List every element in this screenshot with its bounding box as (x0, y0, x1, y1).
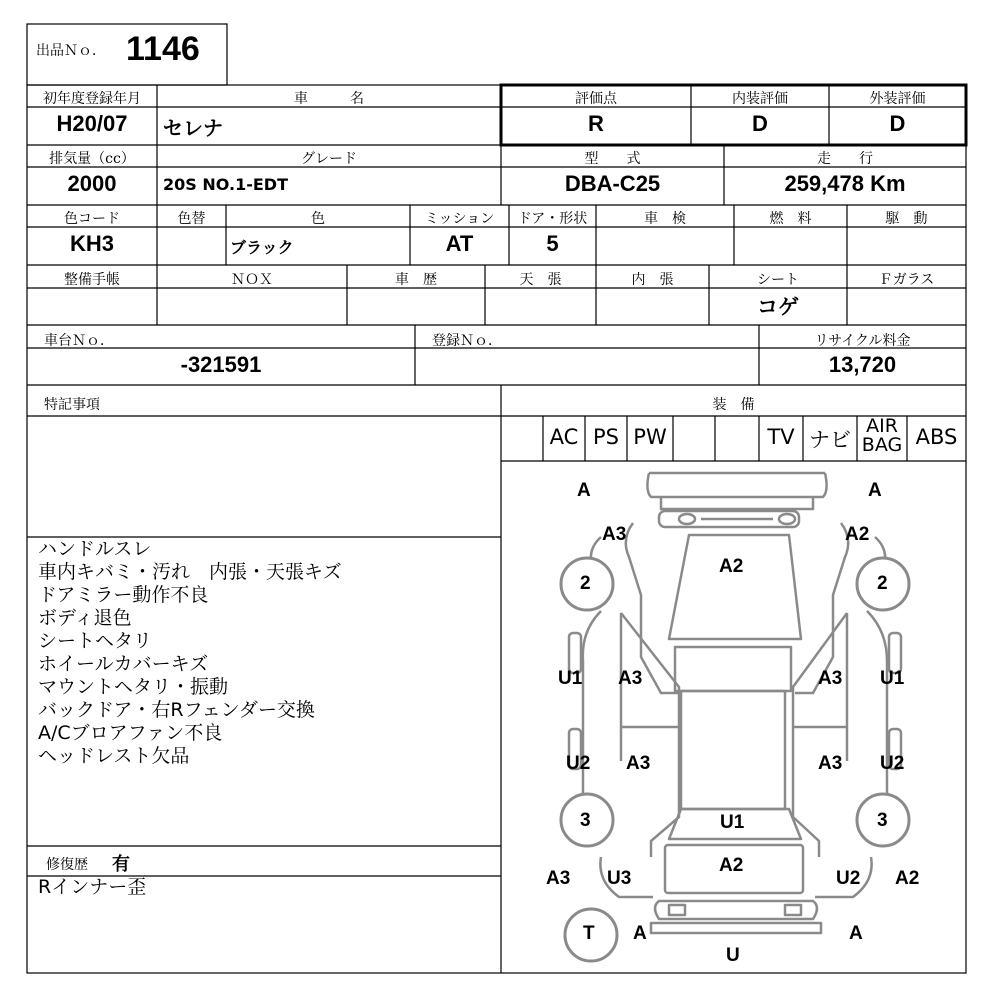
drive-label: 駆 動 (885, 211, 928, 227)
repair-label: 修復歴 (46, 857, 88, 873)
mark-tire-fl: 2 (580, 573, 591, 594)
mark-door-rl: A3 (626, 753, 651, 774)
color-value: ブラック (230, 238, 294, 257)
note-line: A/Cブロアファン不良 (38, 722, 223, 744)
registration-label: 登録Ｎｏ． (432, 333, 502, 349)
mark-rocker-left: U1 (558, 668, 583, 689)
chassis-value: -321591 (180, 352, 262, 377)
equip-airbag: AIR BAG (861, 415, 903, 456)
score-value: R (588, 111, 604, 136)
color-label: 色 (311, 211, 325, 227)
note-line: バックドア・右Rフェンダー交換 (38, 699, 315, 721)
ceiling-label: 天 張 (519, 272, 562, 288)
interior-value: D (752, 111, 768, 136)
color-change-label: 色替 (177, 211, 206, 227)
history-label: 車 歴 (395, 272, 437, 288)
equip-pw: PW (633, 425, 667, 449)
mark-quarter-rl: U3 (607, 868, 632, 889)
repair-value: 有 (112, 854, 130, 875)
recycle-label: リサイクル料金 (814, 333, 911, 349)
door-value: 5 (546, 231, 559, 256)
exterior-label: 外装評価 (869, 91, 926, 107)
equip-abs: ABS (915, 425, 958, 449)
mission-label: ミッション (424, 211, 495, 227)
chassis-label: 車台Ｎｏ． (44, 333, 114, 349)
mark-quarter-rr: U2 (836, 868, 861, 889)
mark-fender-fl: A3 (602, 524, 627, 545)
color-code-value: KH3 (69, 231, 114, 256)
mark-spare: T (583, 923, 595, 944)
mark-rocker-left-rear: U2 (566, 753, 591, 774)
note-line: マウントヘタリ・振動 (38, 676, 229, 698)
first-reg-label: 初年度登録年月 (43, 91, 141, 107)
lot-number: 1146 (126, 30, 200, 68)
mileage-label: 走 行 (817, 151, 873, 167)
score-label: 評価点 (575, 91, 617, 107)
equipment-label: 装 備 (712, 397, 755, 413)
seat-value: コゲ (757, 295, 799, 319)
interior-label: 内装評価 (732, 91, 788, 107)
note-line: 車内キバミ・汚れ 内張・天張キズ (38, 561, 342, 583)
recycle-value: 13,720 (828, 352, 897, 377)
note-line: ヘッドレスト欠品 (38, 745, 190, 767)
note-line: ハンドルスレ (38, 538, 152, 560)
inspection-label: 車 検 (644, 211, 686, 227)
note-line: シートヘタリ (38, 630, 153, 652)
model-label: 型 式 (584, 151, 641, 167)
equip-ps: PS (593, 425, 619, 449)
color-code-label: 色コード (64, 211, 120, 227)
displacement-label: 排気量（cc） (49, 151, 135, 167)
note-line: ホイールカバーキズ (38, 653, 209, 675)
notes-list (38, 538, 342, 768)
mark-rear-left: A (633, 923, 647, 944)
mark-door-fr: A3 (818, 668, 843, 689)
mark-bumper-rear: U (726, 945, 740, 966)
fuel-label: 燃 料 (769, 211, 812, 227)
car-name-value: セレナ (163, 116, 223, 140)
repair-note: Rインナー歪 (38, 876, 147, 898)
mark-front-left: A (577, 480, 591, 501)
mark-backdoor: A2 (719, 855, 744, 876)
mark-fender-fr: A2 (845, 524, 870, 545)
displacement-value: 2000 (67, 171, 117, 196)
door-label: ドア・形状 (517, 211, 588, 227)
grade-label: グレード (301, 151, 357, 167)
exterior-value: D (889, 111, 906, 136)
maintenance-label: 整備手帳 (64, 272, 120, 288)
mark-door-rr: A3 (818, 753, 843, 774)
inner-label: 内 張 (631, 272, 674, 288)
mark-tire-fr: 2 (877, 573, 888, 594)
equip-ac: AC (549, 425, 579, 449)
mark-quarter-rl-outer: A3 (546, 868, 571, 889)
lot-label: 出品Ｎｏ． (36, 43, 106, 59)
car-name-label: 車 名 (294, 91, 364, 107)
mark-front-right: A (868, 480, 882, 501)
notes-label: 特記事項 (44, 397, 100, 413)
mark-tire-rl: 3 (580, 810, 591, 831)
mark-roof-rear: U1 (720, 812, 745, 833)
first-reg-value: H20/07 (56, 111, 128, 136)
equip-tv: TV (767, 425, 795, 449)
nox-label: ＮＯＸ (231, 272, 273, 288)
mileage-value: 259,478 Km (784, 171, 906, 196)
mission-value: AT (445, 231, 474, 256)
mark-tire-rr: 3 (877, 810, 888, 831)
mark-rocker-right-rear: U2 (880, 753, 905, 774)
mark-rocker-right: U1 (880, 668, 905, 689)
mark-quarter-rr-outer: A2 (895, 868, 920, 889)
seat-label: シート (757, 272, 799, 288)
fglass-label: Ｆガラス (878, 272, 935, 288)
mark-rear-right: A (849, 923, 863, 944)
grade-value: 20S NO.1-EDT (163, 175, 288, 194)
note-line: ボディ退色 (38, 607, 132, 629)
mark-hood: A2 (719, 556, 744, 577)
mark-door-fl: A3 (618, 668, 643, 689)
model-value: DBA-C25 (564, 171, 661, 196)
note-line: ドアミラー動作不良 (38, 584, 209, 606)
equip-navi: ナビ (809, 428, 851, 452)
car-diagram (501, 461, 966, 973)
